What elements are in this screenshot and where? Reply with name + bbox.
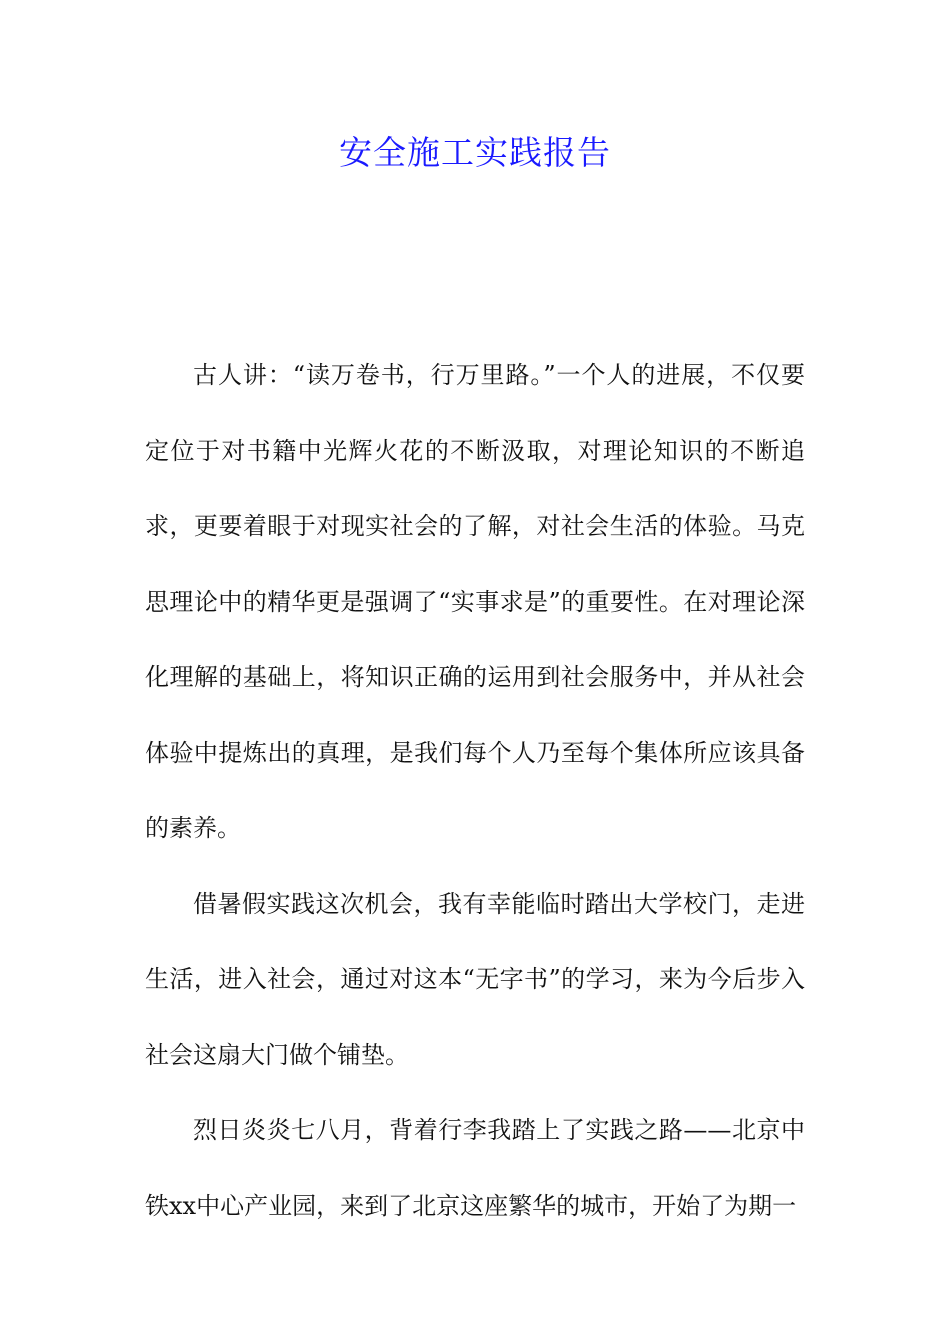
document-title: 安全施工实践报告: [339, 133, 611, 172]
document-body: [145, 338, 805, 1244]
paragraph: 借暑假实践这次机会，我有幸能临时踏出大学校门，走进生活，进入社会，通过对这本“无字书”的学习，来为今后步入社会这扇大门做个铺垫。: [145, 889, 805, 1069]
paragraph: 古人讲：“读万卷书，行万里路。”一个人的进展，不仅要定位于对书籍中光辉火花的不断汲取，对理论知识的不断追求，更要着眼于对现实社会的了解，对社会生活的体验。马克思理论中的精华更是强调了“实事求是”的重要性。在对理论深化理解的基础上，将知识正确的运用到社会服务中，并从社会体验中提炼出的真理，是我们每个人乃至每个集体所应该具备的素养。: [145, 361, 805, 842]
paragraph: 烈日炎炎七八月，背着行李我踏上了实践之路——北京中铁xx中心产业园，来到了北京这座繁华的城市，开始了为期一: [145, 1116, 805, 1220]
